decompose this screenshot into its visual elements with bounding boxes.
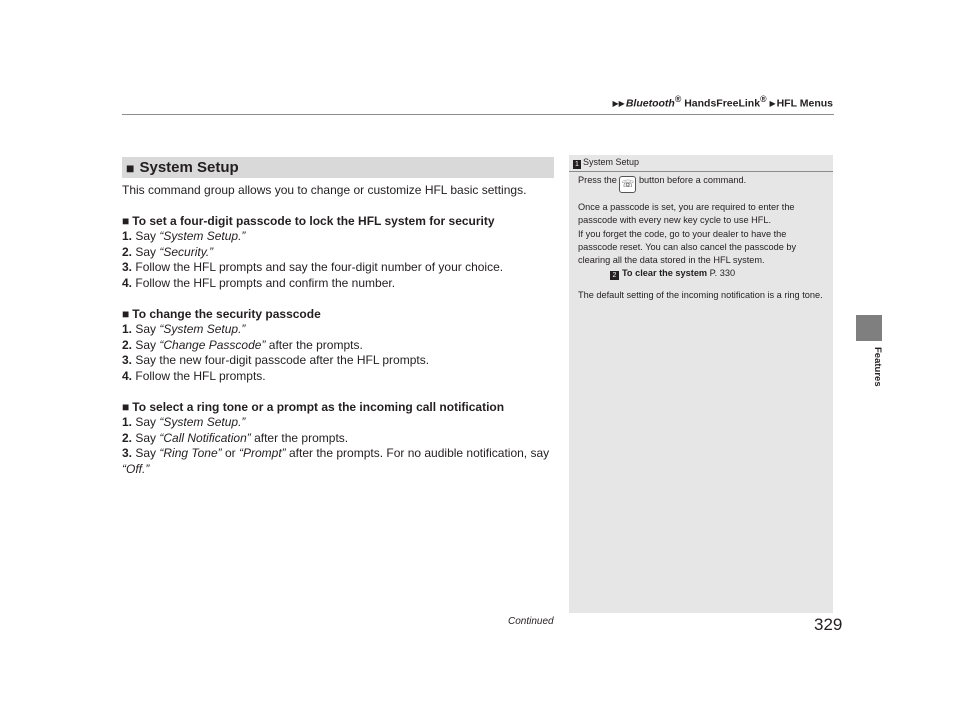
- step-quote: “Ring Tone”: [159, 446, 222, 461]
- step-text: after the prompts. For no audible notification, say: [285, 446, 550, 461]
- step-number: 4.: [122, 275, 133, 290]
- cross-reference[interactable]: [578, 267, 828, 280]
- square-bullet-icon: ■: [126, 159, 135, 176]
- sidebar-paragraph: The default setting of the incoming notification is a ring tone.: [578, 289, 823, 300]
- sidebar-text: button before a command.: [638, 175, 747, 185]
- main-content: [122, 180, 552, 478]
- subheading-text: To select a ring tone or a prompt as the incoming call notification: [132, 399, 505, 414]
- breadcrumb-hfl-menus: HFL Menus: [776, 97, 833, 110]
- step: [122, 322, 552, 338]
- chapter-tab-label: Features: [872, 347, 883, 387]
- step-quote: “Change Passcode”: [159, 337, 266, 352]
- sidebar-title: [569, 155, 833, 170]
- continued-label: Continued: [508, 616, 554, 627]
- step: [122, 415, 552, 431]
- step-text: Say: [135, 229, 160, 244]
- step: [122, 431, 552, 447]
- step-text: or: [221, 446, 239, 461]
- step-number: 2.: [122, 244, 133, 259]
- cross-reference-label: To clear the system: [622, 268, 708, 279]
- step-text: Say: [135, 322, 160, 337]
- subheading: [122, 307, 552, 323]
- registered-mark: ®: [760, 94, 767, 104]
- step-text: Say: [135, 337, 160, 352]
- square-bullet-icon: ■: [122, 306, 130, 321]
- step-number: 1.: [122, 415, 133, 430]
- step-number: 4.: [122, 368, 133, 383]
- breadcrumb-arrow-icon: ▶: [769, 98, 776, 108]
- step-quote: “Off.”: [122, 461, 150, 476]
- section-title-bar: [122, 157, 554, 178]
- sidebar-paragraph: If you forget the code, go to your dealer to have the passcode reset. You can also cancel the passcode by clearing all the data stored in the HFL system.: [578, 228, 797, 266]
- step-quote: “System Setup.”: [159, 322, 246, 337]
- sidebar-paragraph: [578, 174, 828, 193]
- step-text: Say the new four-digit passcode after the HFL prompts.: [135, 353, 430, 368]
- step-text: Say: [135, 430, 160, 445]
- section-intro: This command group allows you to change or customize HFL basic settings.: [122, 183, 527, 197]
- step-text: Say: [135, 244, 160, 259]
- sidebar-note: [569, 155, 833, 613]
- breadcrumb: [613, 94, 833, 110]
- sidebar-text: Press the: [578, 175, 617, 185]
- step-quote: “Prompt”: [238, 446, 286, 461]
- square-bullet-icon: ■: [122, 399, 130, 414]
- breadcrumb-arrow-icon: ▶▶: [612, 98, 625, 108]
- step-quote: “Security.”: [159, 244, 214, 259]
- step-text: Follow the HFL prompts and confirm the number.: [135, 275, 396, 290]
- step: [122, 446, 552, 477]
- step-number: 3.: [122, 446, 133, 461]
- step-quote: “Call Notification”: [159, 430, 251, 445]
- sidebar-rule: [569, 171, 833, 172]
- step: [122, 369, 552, 385]
- section-title: System Setup: [139, 159, 239, 176]
- step-number: 2.: [122, 337, 133, 352]
- cross-reference-arrow-icon: 2: [610, 271, 619, 280]
- note-marker-icon: 1: [573, 160, 581, 169]
- step-number: 3.: [122, 260, 133, 275]
- step-quote: “System Setup.”: [159, 229, 246, 244]
- step: [122, 276, 552, 292]
- step-text: Say: [135, 415, 160, 430]
- subheading-text: To change the security passcode: [132, 306, 321, 321]
- step-text: Say: [135, 446, 160, 461]
- step-number: 1.: [122, 229, 133, 244]
- subheading-text: To set a four-digit passcode to lock the HFL system for security: [132, 213, 495, 228]
- header-rule: [122, 114, 834, 115]
- step: [122, 353, 552, 369]
- step-quote: “System Setup.”: [159, 415, 246, 430]
- breadcrumb-bluetooth: Bluetooth: [625, 97, 675, 110]
- cross-reference-page: P. 330: [709, 268, 736, 279]
- step: [122, 245, 552, 261]
- step-number: 1.: [122, 322, 133, 337]
- subheading: [122, 400, 552, 416]
- step: [122, 229, 552, 245]
- chapter-tab: [856, 315, 882, 341]
- step-text: after the prompts.: [250, 430, 349, 445]
- page-number: 329: [814, 615, 843, 634]
- step-number: 3.: [122, 353, 133, 368]
- registered-mark: ®: [674, 94, 682, 104]
- step-number: 2.: [122, 430, 133, 445]
- subheading: [122, 214, 552, 230]
- sidebar-body: [578, 174, 828, 302]
- step: [122, 338, 552, 354]
- step-text: Follow the HFL prompts.: [135, 368, 266, 383]
- step-text: after the prompts.: [265, 337, 363, 352]
- step-text: Follow the HFL prompts and say the four-digit number of your choice.: [135, 260, 504, 275]
- sidebar-paragraph: Once a passcode is set, you are required to enter the passcode with every new key cycle to use HFL.: [578, 202, 795, 226]
- square-bullet-icon: ■: [122, 213, 130, 228]
- breadcrumb-handsfreelink: HandsFreeLink: [681, 97, 761, 110]
- sidebar-title-text: System Setup: [583, 157, 640, 167]
- talk-button-icon: ☏: [619, 176, 636, 193]
- step: [122, 260, 552, 276]
